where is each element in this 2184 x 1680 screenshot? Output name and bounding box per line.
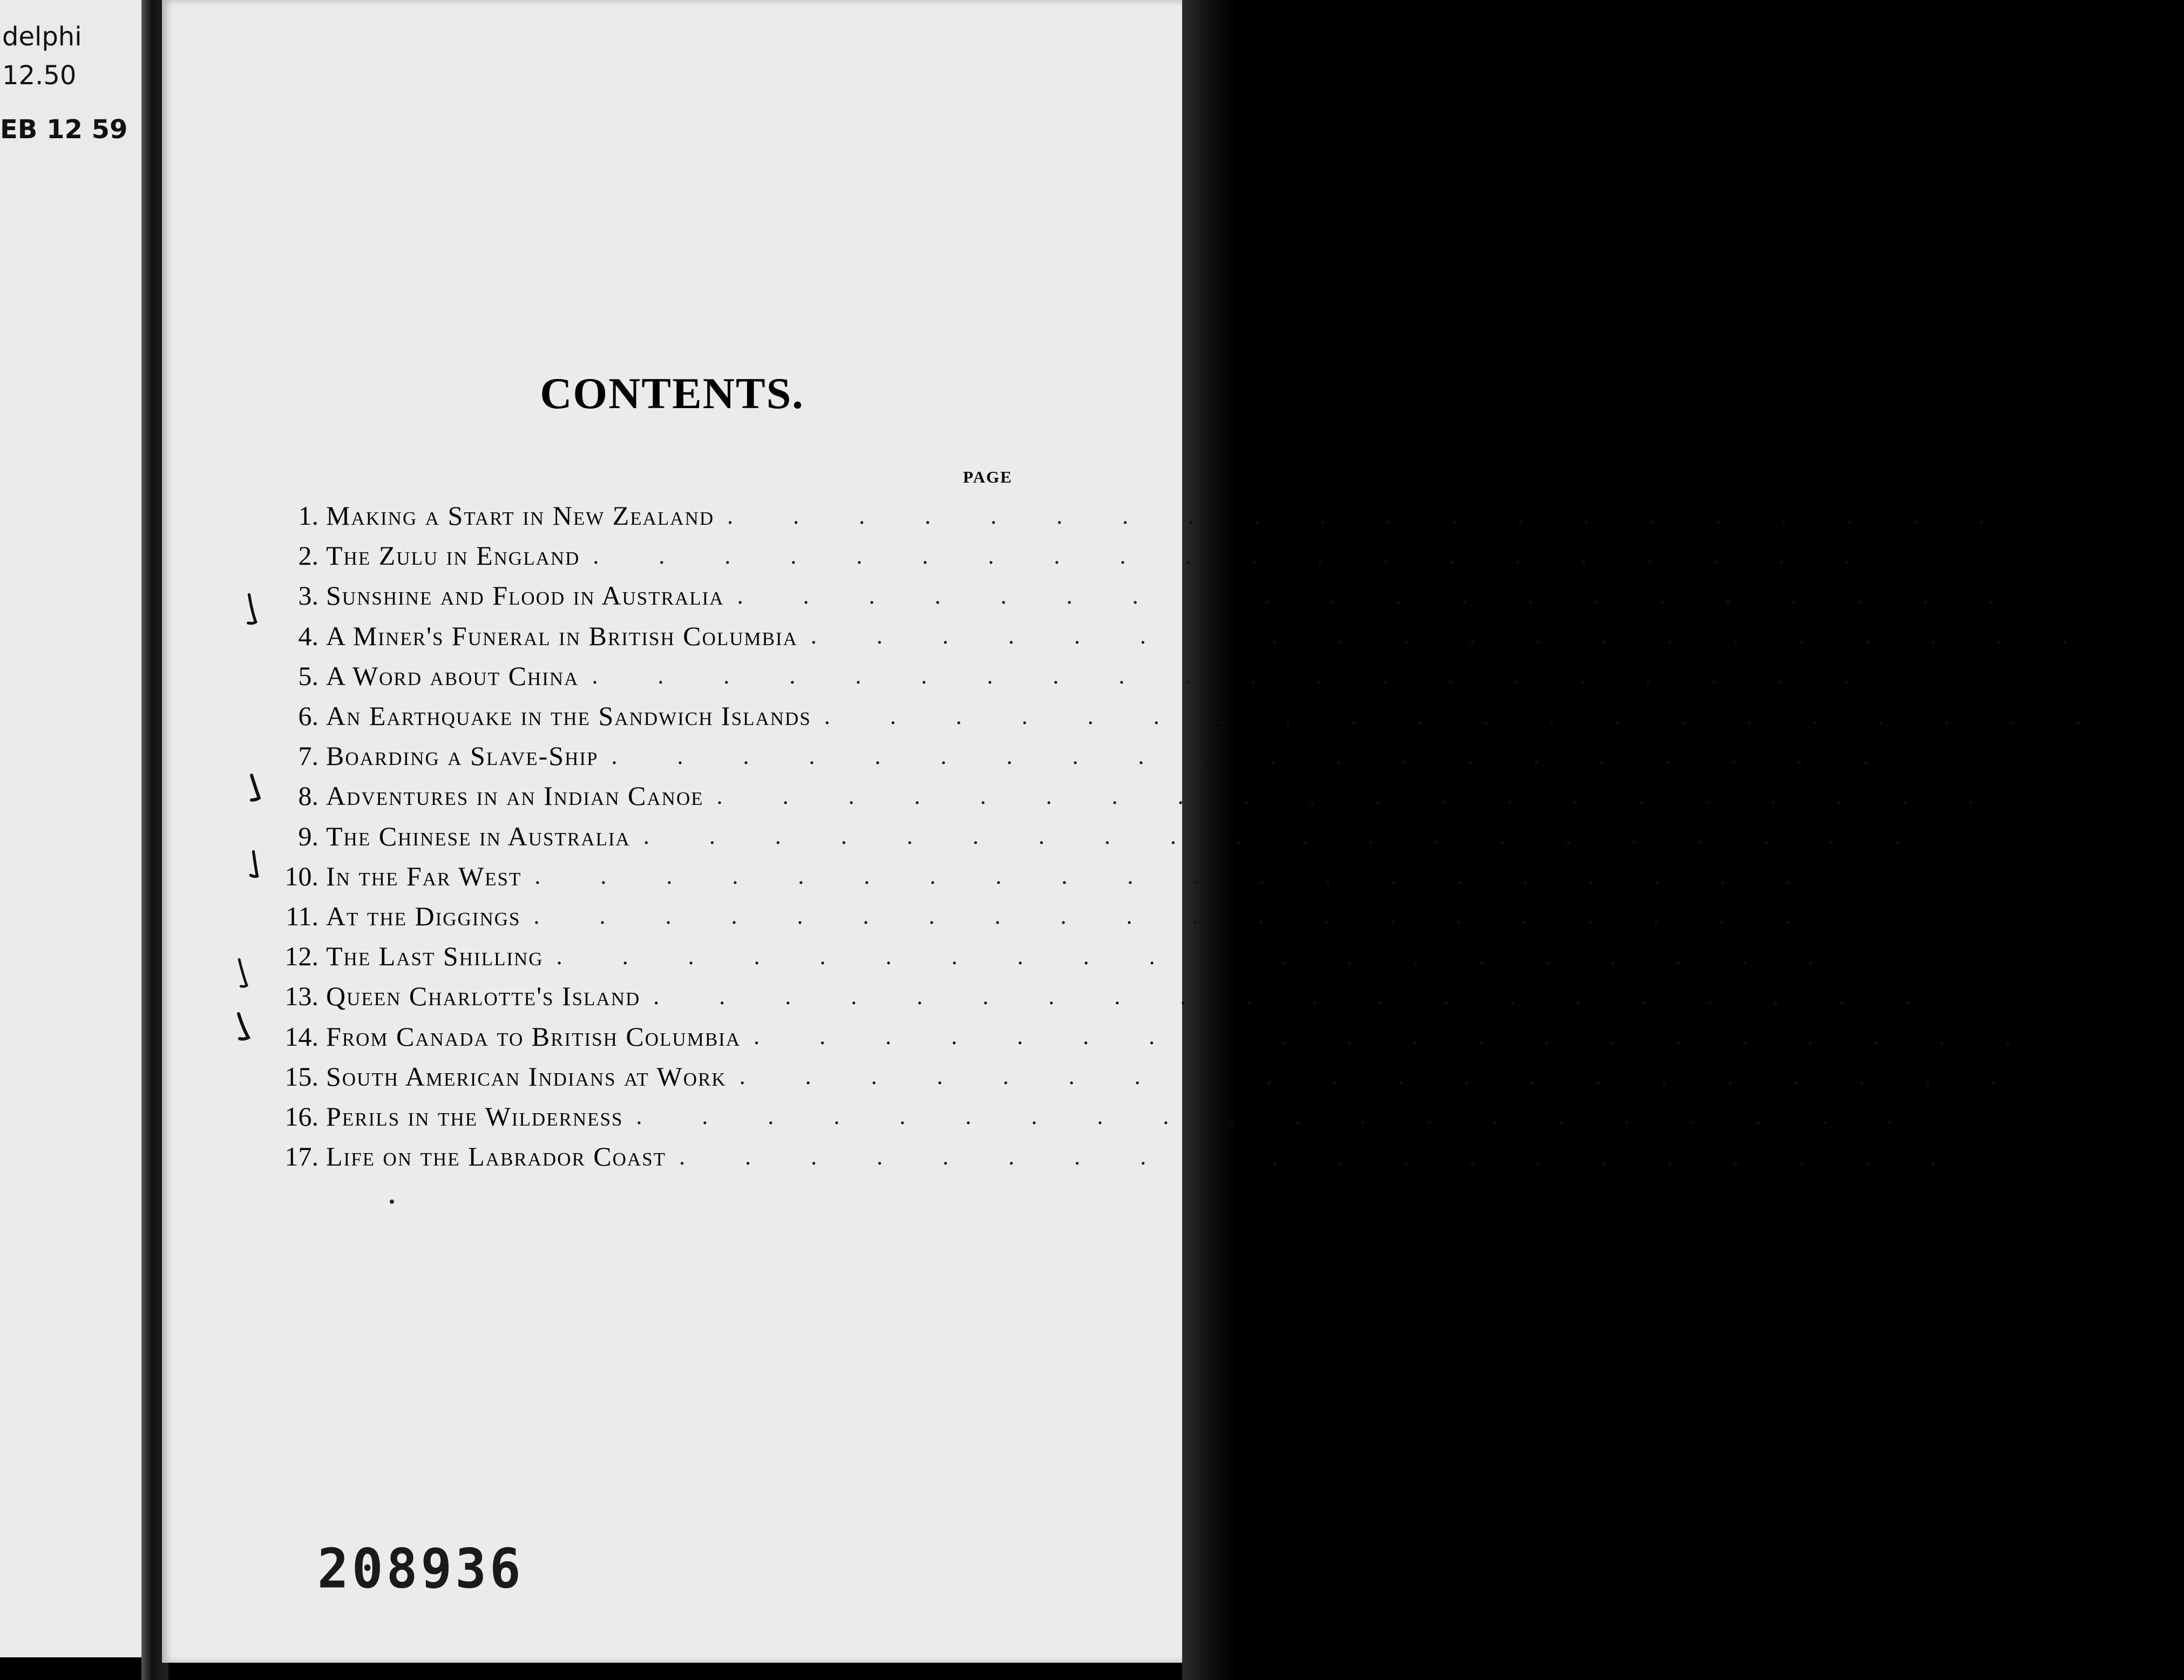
toc-entry-page: 117 — [1999, 1141, 2039, 1172]
page-title: CONTENTS. — [540, 369, 804, 418]
dot-leader: . . . . . . . . . . . . . . . . . . . . — [534, 863, 1819, 890]
toc-entry — [270, 1136, 2039, 1176]
toc-entry-number: 9. — [298, 821, 318, 851]
dot-leader: . . . . . . . . . . . . . . . . . . . . — [716, 782, 2001, 809]
pencil-tick-icon — [248, 850, 270, 888]
toc-entry-number: 4. — [298, 620, 318, 651]
dot-leader: . . . . . . . . . . . . . . . . . . . . — [636, 1103, 1921, 1130]
toc-entry-title: The Zulu in England — [326, 540, 580, 571]
toc-entry-title: An Earthquake in the Sandwich Islands — [326, 701, 811, 731]
toc-entry-title: Boarding a Slave-Ship — [326, 741, 599, 771]
toc-entry-page: 90 — [1986, 981, 2013, 1012]
toc-entry-number: 10. — [284, 861, 318, 891]
toc-entry — [270, 776, 2077, 816]
margin-note: 12.50 — [2, 60, 77, 91]
toc-entry — [270, 616, 2171, 656]
pencil-tick-icon — [244, 593, 266, 631]
dot-leader: . . . . . . . . . . . . . . . . . . . . — [824, 702, 2108, 729]
toc-entry — [270, 656, 1952, 696]
toc-entry-number: 2. — [298, 540, 318, 571]
margin-note: delphi — [2, 22, 82, 52]
accession-number-stamp: 208936 — [317, 1537, 524, 1601]
dot-leader: . . . . . . . . . . . . . . . . . . . . — [611, 742, 1896, 769]
dot-leader: . . . . . . . . . . . . . . . . . . . . — [679, 1143, 1964, 1170]
toc-entry-title: Life on the Labrador Coast — [326, 1141, 667, 1172]
toc-entry-page: 71 — [1867, 861, 1895, 891]
dot-leader: . . . . . . . . . . . . . . . . . . . . — [754, 1023, 2038, 1050]
toc-entry-title: Making a Start in New Zealand — [326, 500, 715, 531]
toc-entry-page: 105 — [2058, 1061, 2099, 1092]
dot-leader: . . . . . . . . . . . . . . . . . . . . — [592, 662, 1876, 689]
toc-entry-page: 75 — [1866, 900, 1894, 931]
dot-leader: . . . . . . . . . . . . . . . . . . . . — [533, 903, 1818, 930]
toc-entry — [270, 1016, 2114, 1056]
ink-speck — [390, 1200, 394, 1204]
toc-entry-title: At the Diggings — [326, 900, 521, 931]
dot-leader: . . . . . . . . . . . . . . . . . . . . — [556, 943, 1841, 970]
toc-entry — [270, 816, 2003, 856]
dot-leader: . . . . . . . . . . . . . . . . . . . . — [739, 1063, 2024, 1090]
toc-entry — [270, 1056, 2099, 1096]
pencil-tick-icon — [234, 958, 256, 995]
toc-entry-number: 8. — [298, 781, 318, 811]
toc-entry — [270, 936, 1916, 976]
toc-entry-page: 51 — [1944, 741, 1971, 771]
toc-entry-page: 41 — [1924, 660, 1952, 691]
toc-entry-title: In the Far West — [326, 861, 522, 891]
toc-entry-number: 17. — [284, 1141, 318, 1172]
toc-entry-page: 1 — [2073, 500, 2087, 531]
toc-entry — [270, 976, 2013, 1016]
toc-entry-number: 3. — [298, 580, 318, 611]
toc-entry-number: 16. — [284, 1101, 318, 1132]
toc-entry-page: 31 — [2070, 580, 2097, 611]
toc-entry — [270, 1096, 1996, 1136]
page-column-heading: PAGE — [963, 468, 1013, 486]
toc-entry-number: 12. — [284, 941, 318, 972]
toc-entry-page: 48 — [2156, 701, 2184, 731]
toc-entry-number: 13. — [284, 981, 318, 1012]
toc-entry-number: 1. — [298, 500, 318, 531]
toc-entry-title: Adventures in an Indian Canoe — [326, 781, 704, 811]
toc-entry-number: 7. — [298, 741, 318, 771]
toc-entry-number: 6. — [298, 701, 318, 731]
toc-entry-title: From Canada to British Columbia — [326, 1021, 741, 1052]
toc-entry — [270, 696, 2184, 736]
toc-entry-page: 37 — [2143, 620, 2171, 651]
toc-entry-number: 14. — [284, 1021, 318, 1052]
toc-entry-number: 11. — [286, 900, 318, 931]
toc-entry — [270, 575, 2097, 615]
toc-entry-title: South American Indians at Work — [326, 1061, 727, 1092]
toc-entry-title: Queen Charlotte's Island — [326, 981, 641, 1012]
toc-entry-title: The Last Shilling — [326, 941, 544, 972]
table-of-contents — [270, 496, 2184, 1176]
toc-entry — [270, 736, 1971, 776]
toc-entry-page: 56 — [2049, 781, 2077, 811]
dot-leader: . . . . . . . . . . . . . . . . . . . . — [653, 983, 1938, 1010]
dot-leader: . . . . . . . . . . . . . . . . . . . . — [810, 622, 2095, 649]
dot-leader: . . . . . . . . . . . . . . . . . . . . — [737, 582, 2022, 609]
toc-entry — [270, 536, 1953, 575]
toc-entry-title: Perils in the Wilderness — [326, 1101, 623, 1132]
pencil-tick-icon — [248, 773, 270, 811]
toc-entry-title: A Miner's Funeral in British Columbia — [326, 620, 798, 651]
toc-entry — [270, 896, 1894, 936]
toc-entry-page: 21 — [1925, 540, 1953, 571]
toc-entry-title: Sunshine and Flood in Australia — [326, 580, 724, 611]
toc-entry — [270, 496, 2087, 536]
toc-entry-page: 109 — [1955, 1101, 1996, 1132]
dot-leader: . . . . . . . . . . . . . . . . . . . . — [643, 823, 1928, 850]
toc-entry-page: 81 — [1889, 941, 1916, 972]
toc-entry — [270, 856, 1895, 896]
pencil-tick-icon — [235, 1012, 257, 1049]
toc-entry-number: 15. — [284, 1061, 318, 1092]
toc-entry-number: 5. — [298, 660, 318, 691]
toc-entry-title: A Word about China — [326, 660, 579, 691]
previous-page-fragment — [0, 0, 141, 1657]
dot-leader: . . . . . . . . . . . . . . . . . . . . — [593, 542, 1877, 569]
toc-entry-title: The Chinese in Australia — [326, 821, 630, 851]
margin-date-stamp: EB 12 59 — [0, 114, 128, 145]
dot-leader: . . . . . . . . . . . . . . . . . . . . — [727, 502, 2012, 529]
toc-entry-page: 97 — [2086, 1021, 2114, 1052]
toc-entry-page: 64 — [1976, 821, 2003, 851]
